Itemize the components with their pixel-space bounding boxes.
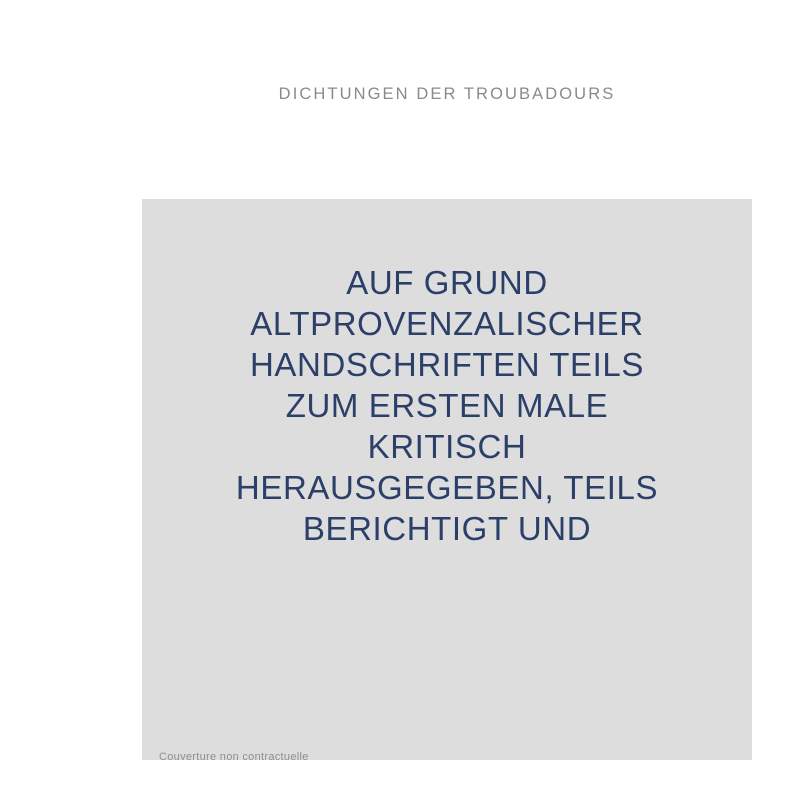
book-cover [111,0,783,786]
cover-title-line: ALTPROVENZALISCHER [250,305,644,342]
cover-title-line: HERAUSGEGEBEN, TEILS [235,469,659,506]
cover-title-line: AUF GRUND [346,264,548,301]
cover-title-line: HANDSCHRIFTEN TEILS [249,346,644,383]
series-title: DICHTUNGEN DER TROUBADOURS [278,85,616,103]
cover-title-line: KRITISCH [367,428,527,465]
cover-title-line: BERICHTIGT UND [302,510,592,547]
disclaimer-note: Couverture non contractuelle [159,751,309,763]
cover-title-line: ZUM ERSTEN MALE [285,387,609,424]
cover-title [142,262,752,549]
